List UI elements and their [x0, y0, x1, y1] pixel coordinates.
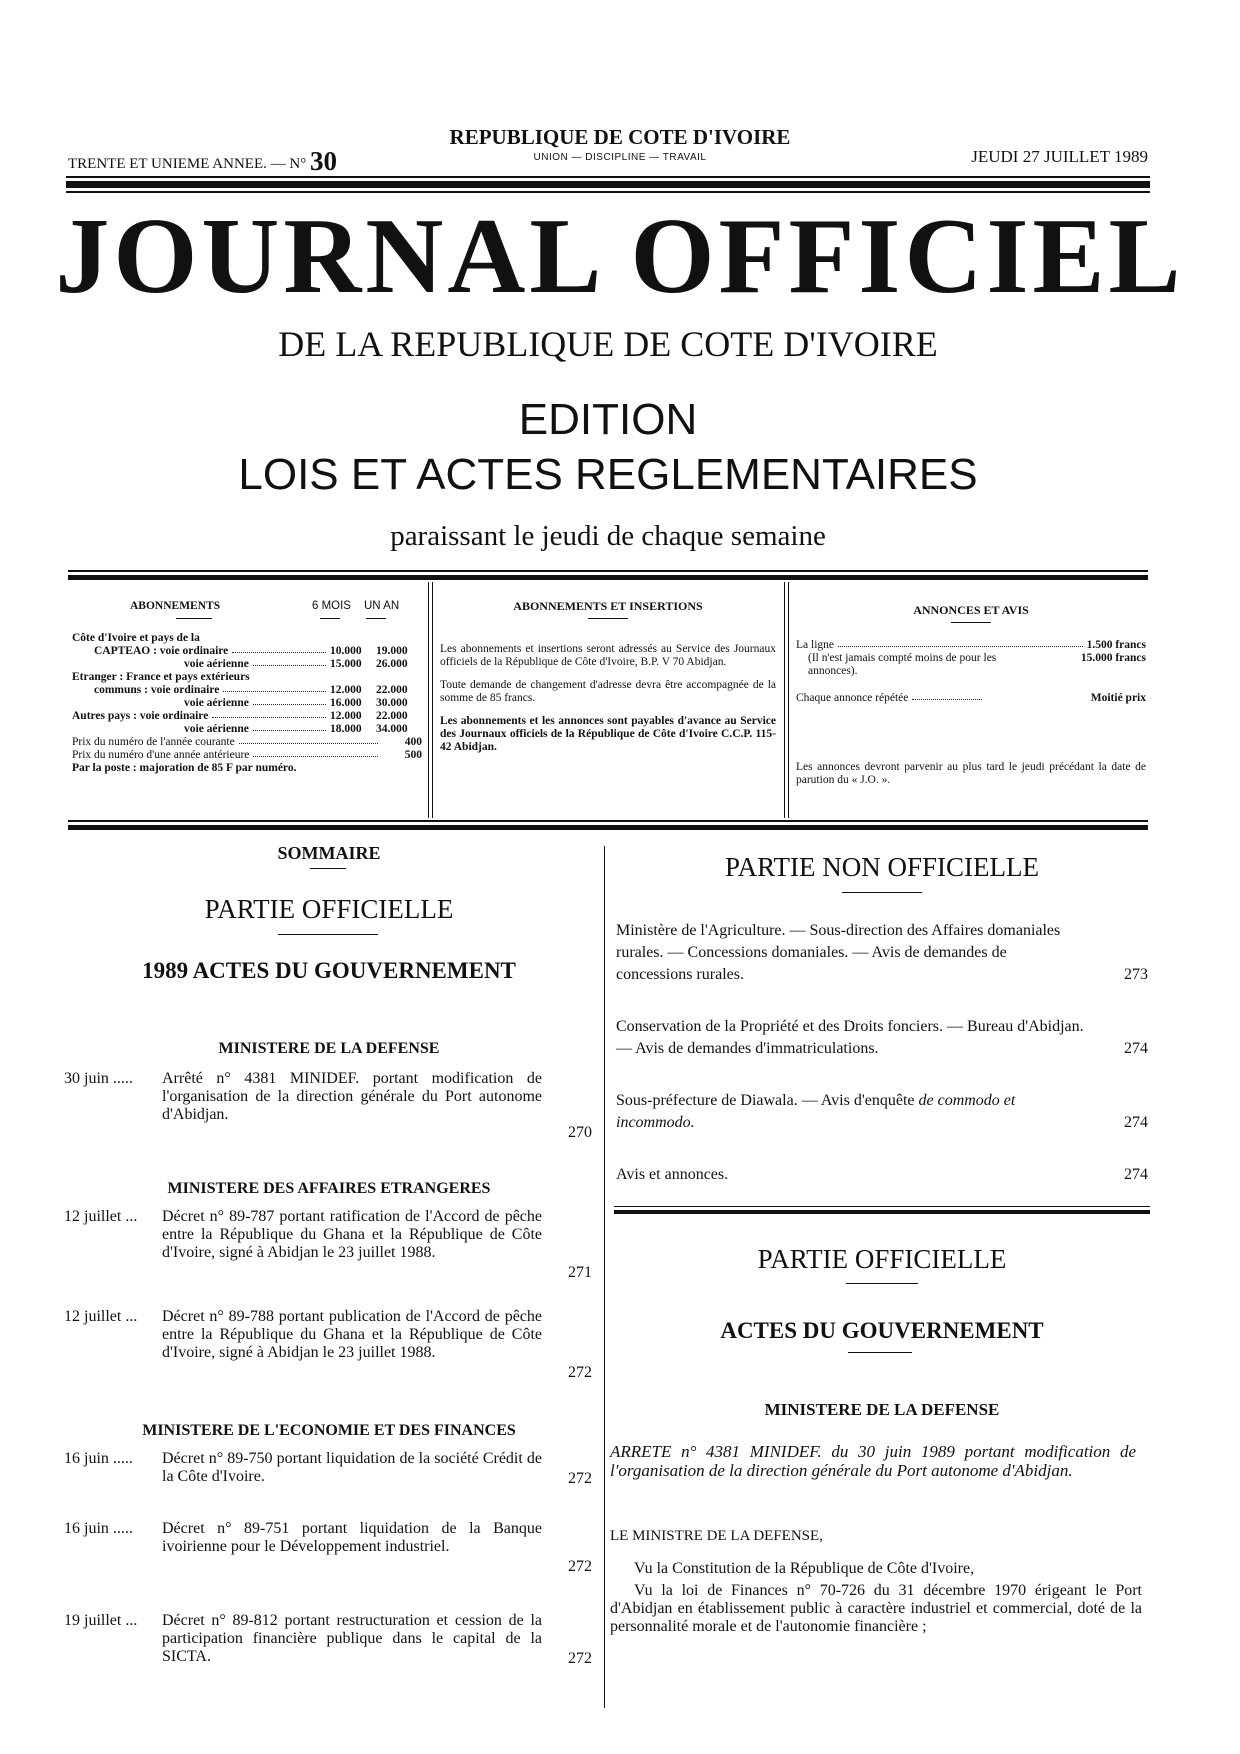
- masthead-thin-rule-2: [66, 191, 1150, 193]
- poste-row: Par la poste : majoration de 85 F par numéro.: [72, 762, 297, 774]
- ministere-defense-title: MINISTERE DE LA DEFENSE: [764, 1400, 1000, 1419]
- subscriptions-table: [72, 600, 422, 775]
- vu-loi-finances: Vu la loi de Finances n° 70-726 du 31 décembre 1970 érigeant le Port d'Abidjan en établissement public à caractère industriel et commercial, doté de la personnalité morale et de l'autonomie financière ;: [610, 1582, 1142, 1635]
- masthead-motto: UNION — DISCIPLINE — TRAVAIL: [533, 152, 707, 163]
- journal-subtitle: DE LA REPUBLIQUE DE COTE D'IVOIRE: [278, 324, 938, 364]
- minimum-row: (Il n'est jamais compté moins de pour les annonces). 15.000 francs: [808, 652, 1146, 677]
- col-1an: UN AN: [364, 600, 400, 612]
- sommaire-rule: [310, 868, 346, 869]
- info-bottom-thin-rule: [68, 820, 1148, 822]
- col-6mois: 6 MOIS: [312, 600, 351, 612]
- repeat-row: Chaque annonce répétée Moitié prix: [796, 692, 1146, 704]
- masthead-thick-rule: [66, 181, 1150, 188]
- actes-gouvernement-title: ACTES DU GOUVERNEMENT: [720, 1318, 1044, 1343]
- announcements-column: [796, 600, 1146, 787]
- toc-entry-ef1[interactable]: 16 juin ..... Décret n° 89-750 portant liquidation de la société Crédit de la Côte d'Ivoire. 272: [64, 1450, 592, 1487]
- vu-constitution: Vu la Constitution de la République de Côte d'Ivoire,: [634, 1560, 975, 1577]
- toc-entry-ef3[interactable]: 19 juillet ... Décret n° 89-812 portant restructuration et cession de la participation financière publique dans le capital de la SICTA. 272: [64, 1612, 592, 1667]
- min-eco-heading: MINISTERE DE L'ECONOMIE ET DES FINANCES: [142, 1422, 516, 1439]
- masthead-thin-rule: [66, 176, 1150, 178]
- insertions-header: ABONNEMENTS ET INSERTIONS: [513, 599, 703, 613]
- edition-name: LOIS ET ACTES REGLEMENTAIRES: [238, 450, 978, 499]
- cote-line1: Côte d'Ivoire et pays de la: [72, 632, 200, 644]
- cote-aerienne-row: voie aérienne 15.000 26.000: [184, 658, 408, 670]
- info-top-thick-rule: [68, 575, 1148, 580]
- non-off-entry-3[interactable]: Sous-préfecture de Diawala. — Avis d'enquête de commodo et incommodo. 274: [616, 1092, 1148, 1131]
- min-defense-heading: MINISTERE DE LA DEFENSE: [218, 1040, 440, 1057]
- info-divider-2b: [788, 582, 789, 818]
- insertions-p1: Les abonnements et insertions seront adressés au Service des Journaux officiels de la République de Côte d'Ivoire, B.P. V 70 Abidjan.: [440, 643, 776, 668]
- info-divider-1: [428, 582, 429, 818]
- issue-number: 30: [309, 146, 337, 176]
- non-off-entry-4[interactable]: Avis et annonces. 274: [616, 1166, 1148, 1183]
- insertions-column: [440, 600, 776, 754]
- right-thick-rule: [614, 1210, 1150, 1214]
- ligne-row: La ligne 1.500 francs: [796, 639, 1146, 651]
- partie-officielle-title: PARTIE OFFICIELLE: [757, 1244, 1007, 1274]
- right-thin-rule: [614, 1206, 1150, 1207]
- sommaire-actes-title: 1989 ACTES DU GOUVERNEMENT: [142, 958, 516, 983]
- masthead-republic: REPUBLIQUE DE COTE D'IVOIRE: [449, 125, 791, 149]
- toc-entry-ae1[interactable]: 12 juillet ... Décret n° 89-787 portant ratification de l'Accord de pêche entre la République du Ghana et la République de Côte d'Ivoire, signé à Abidjan le 23 juillet 1988. 271: [64, 1208, 592, 1281]
- arrete-title: ARRETE n° 4381 MINIDEF. du 30 juin 1989 portant modification de l'organisation de la direction générale du Port autonome d'Abidjan.: [610, 1442, 1136, 1480]
- non-officielle-rule: [842, 892, 922, 893]
- min-affaires-heading: MINISTERE DES AFFAIRES ETRANGERES: [167, 1180, 491, 1197]
- partie-officielle-rule: [278, 934, 378, 935]
- toc-entry-defense[interactable]: 30 juin ..... Arrêté n° 4381 MINIDEF. portant modification de l'organisation de la direction générale du Port autonome d'Abidjan. 270: [64, 1070, 592, 1141]
- info-divider-1b: [432, 582, 433, 818]
- edition-label: EDITION: [518, 395, 698, 444]
- publication-frequency: paraissant le jeudi de chaque semaine: [390, 520, 826, 552]
- etranger-line1: Etranger : France et pays extérieurs: [72, 671, 250, 683]
- announcements-header: ANNONCES ET AVIS: [913, 603, 1029, 617]
- toc-entry-ae2[interactable]: 12 juillet ... Décret n° 89-788 portant publication de l'Accord de pêche entre la République du Ghana et la République de Côte d'Ivoire, signé à Abidjan le 23 juillet 1988. 272: [64, 1308, 592, 1381]
- non-off-entry-1[interactable]: Ministère de l'Agriculture. — Sous-direction des Affaires domaniales rurales. — Concessions domaniales. — Avis de demandes de concessions rurales. 273: [616, 922, 1148, 983]
- autres-ordinaire-row: Autres pays : voie ordinaire 12.000 22.000: [72, 710, 408, 722]
- deadline-text: Les annonces devront parvenir au plus tard le jeudi précédant la date de parution du « J.O. ».: [796, 761, 1146, 786]
- prix-courant-row: Prix du numéro de l'année courante 400: [72, 736, 422, 748]
- partie-officielle-right-rule: [846, 1283, 918, 1284]
- masthead-date: JEUDI 27 JUILLET 1989: [971, 147, 1148, 166]
- sommaire-partie-officielle: PARTIE OFFICIELLE: [204, 894, 454, 924]
- sommaire-title: SOMMAIRE: [277, 843, 381, 863]
- info-top-thin-rule: [68, 570, 1148, 572]
- insertions-p3: Les abonnements et les annonces sont payables d'avance au Service des Journaux officiels de la République de Côte d'Ivoire C.C.P. 115-42 Abidjan.: [440, 715, 776, 753]
- info-bottom-thick-rule: [68, 825, 1148, 830]
- non-off-entry-2[interactable]: Conservation de la Propriété et des Droits fonciers. — Bureau d'Abidjan. — Avis de demandes d'immatriculations. 274: [616, 1018, 1148, 1057]
- non-officielle-title: PARTIE NON OFFICIELLE: [725, 852, 1039, 882]
- prix-ancien-row: Prix du numéro d'une année antérieure 500: [72, 749, 422, 761]
- column-divider: [604, 846, 605, 1708]
- subscriptions-header: ABONNEMENTS: [130, 600, 221, 612]
- journal-title: JOURNAL OFFICIEL: [55, 197, 1185, 316]
- info-divider-2: [784, 582, 785, 818]
- actes-rule: [848, 1352, 912, 1353]
- autres-aerienne-row: voie aérienne 18.000 34.000: [184, 723, 408, 735]
- etranger-ordinaire-row: communs : voie ordinaire 12.000 22.000: [94, 684, 408, 696]
- toc-entry-ef2[interactable]: 16 juin ..... Décret n° 89-751 portant liquidation de la Banque ivoirienne pour le Développement industriel. 272: [64, 1520, 592, 1575]
- masthead-year-issue: TRENTE ET UNIEME ANNEE. — N° 30: [68, 146, 337, 176]
- le-ministre-line: LE MINISTRE DE LA DEFENSE,: [610, 1528, 823, 1544]
- etranger-aerienne-row: voie aérienne 16.000 30.000: [184, 697, 408, 709]
- cote-ordinaire-row: CAPTEAO : voie ordinaire 10.000 19.000: [94, 645, 408, 657]
- insertions-p2: Toute demande de changement d'adresse devra être accompagnée de la somme de 85 francs.: [440, 679, 776, 704]
